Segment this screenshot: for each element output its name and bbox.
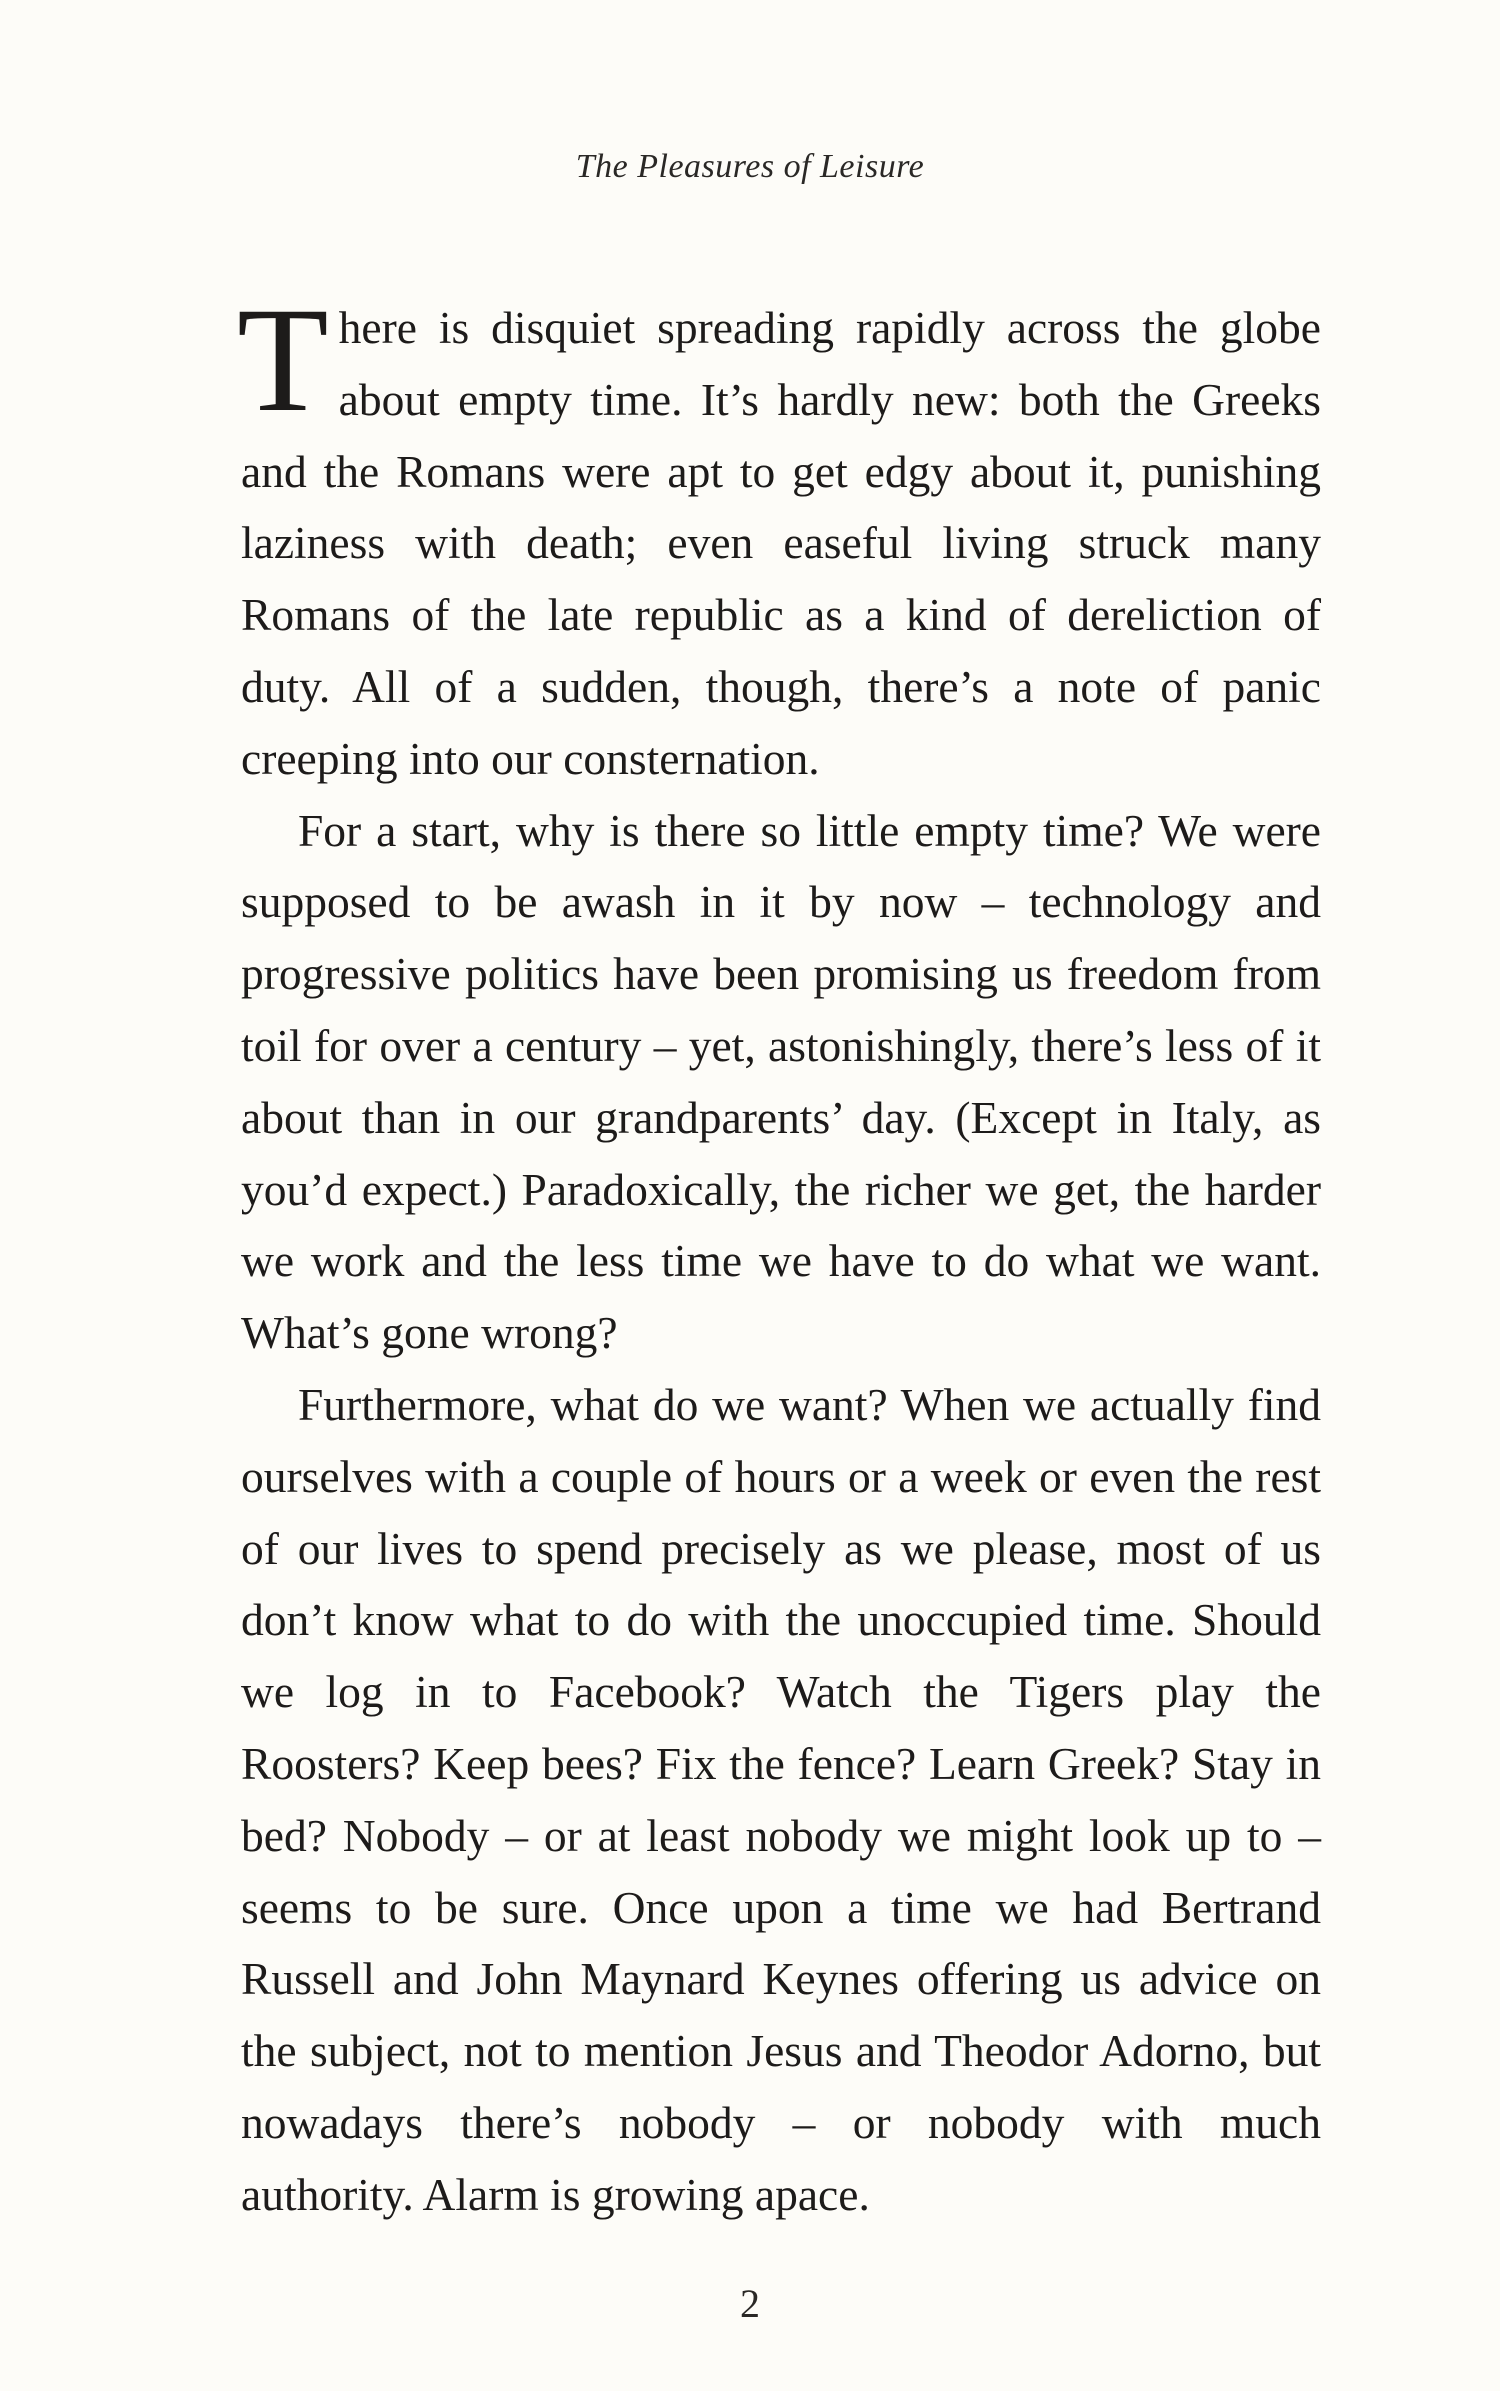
drop-cap: T: [237, 277, 329, 443]
paragraph-1-text: here is disquiet spreading rapidly across the globe about empty time. It’s hardly new: both the Greeks and the Romans were apt to get edgy about it, punishing laziness with death; even easeful living struck many Romans of the late republic as a kind of dereliction of duty. All of a sudden, though, there’s a note of panic creeping into our consternation.: [241, 302, 1321, 784]
page-number: 2: [740, 2281, 760, 2326]
paragraph-3: Furthermore, what do we want? When we actually find ourselves with a couple of hours or a week or even the rest of our lives to spend precisely as we please, most of us don’t know what to do with the unoccupied time. Should we log in to Facebook? Watch the Tigers play the Roosters? Keep bees? Fix the fence? Learn Greek? Stay in bed? Nobody – or at least nobody we might look up to – seems to be sure. Once upon a time we had Bertrand Russell and John Maynard Keynes offering us advice on the subject, not to mention Jesus and Theodor Adorno, but nowadays there’s nobody – or nobody with much authority. Alarm is growing apace.: [241, 1378, 1321, 2220]
paragraph-1: [237, 277, 1321, 795]
running-head-title: The Pleasures of Leisure: [575, 148, 925, 185]
body-text: [237, 277, 1321, 2231]
paragraph-2: For a start, why is there so little empty time? We were supposed to be awash in it by now – technology and progressive politics have been promising us freedom from toil for over a century – yet, astonishingly, there’s less of it about than in our grandparents’ day. (Except in Italy, as you’d expect.) Paradoxically, the richer we get, the harder we work and the less time we have to do what we want. What’s gone wrong?: [241, 804, 1321, 1359]
